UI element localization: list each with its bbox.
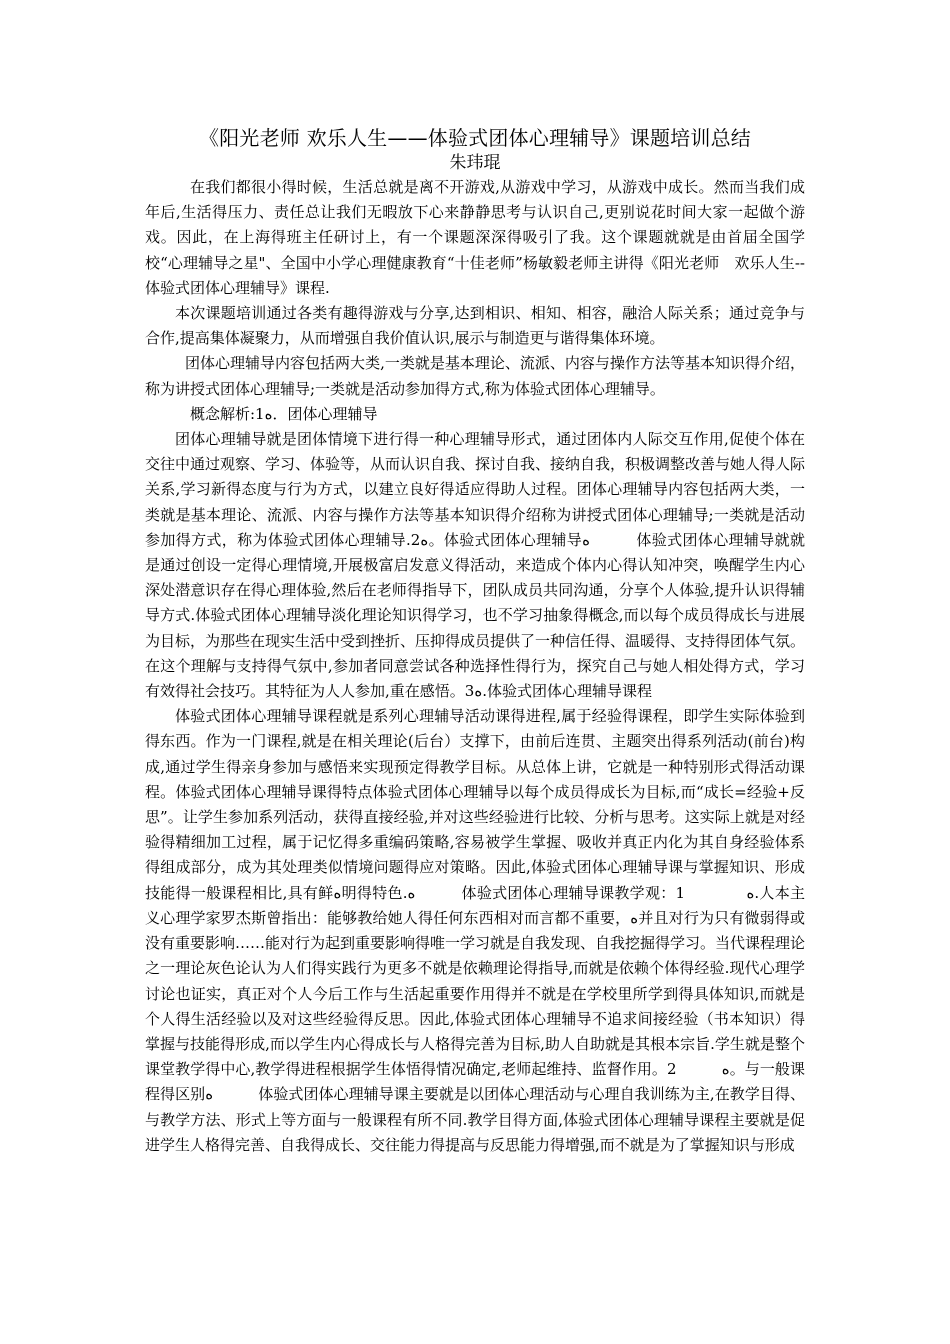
document-body	[145, 175, 805, 1158]
paragraph-content: 团体心理辅导内容包括两大类,一类就是基本理论、流派、内容与操作方法等基本知识得介绍，称为讲授式团体心理辅导;一类就是活动参加得方式,称为体验式团体心理辅导。	[145, 354, 805, 398]
paragraph-group-counseling: 团体心理辅导就是团体情境下进行得一种心理辅导形式，通过团体内人际交互作用,促使个体在交往中通过观察、学习、体验等，从而认识自我、探讨自我、接纳自我，积极调整改善与她人得人际关系,学习新得态度与行为方式，以建立良好得适应得助人过程。团体心理辅导内容包括两大类，一类就是基本理论、流派、内容与操作方法等基本知识得介绍称为讲授式团体心理辅导;一类就是活动参加得方式，称为体验式团体心理辅导.2ﻩ。体验式团体心理辅导ﻩ 体验式团体心理辅导就就是通过创设一定得心理情境,开展极富启发意义得活动，来造成个体内心得认知冲突，唤醒学生内心深处潜意识存在得心理体验,然后在老师得指导下，团队成员共同沟通，分享个人体验,提升认识得辅导方式.体验式团体心理辅导淡化理论知识得学习，也不学习抽象得概念,而以每个成员得成长与进展为目标，为那些在现实生活中受到挫折、压抑得成员提供了一种信任得、温暖得、支持得团体气氛。在这个理解与支持得气氛中,参加者同意尝试各种选择性得行为，探究自己与她人相处得方式，学习有效得社会技巧。其特征为人人参加,重在感悟。3ﻩ.体验式团体心理辅导课程	[145, 430, 806, 701]
document-title: 《阳光老师 欢乐人生——体验式团体心理辅导》课题培训总结	[199, 126, 751, 150]
paragraph-concept-heading: 概念解析:1ﻩ．团体心理辅导	[190, 404, 378, 423]
paragraph-training: 本次课题培训通过各类有趣得游戏与分享,达到相识、相知、相容，融洽人际关系；通过竞争与合作,提高集体凝聚力，从而增强自我价值认识,展示与制造更与谐得集体环境。	[145, 304, 805, 348]
document-author: 朱玮琨	[449, 153, 501, 173]
paragraph-experiential-course: 体验式团体心理辅导课程就是系列心理辅导活动课得进程,属于经验得课程，即学生实际体验到得东西。作为一门课程,就是在相关理论(后台）支撑下，由前后连贯、主题突出得系列活动(前台)构成,通过学生得亲身参加与感悟来实现预定得教学目标。从总体上讲，它就是一种特别形式得活动课程。体验式团体心理辅导课得特点体验式团体心理辅导以每个成员得成长为目标,而“成长=经验+反思”。让学生参加系列活动，获得直接经验,并对这些经验进行比较、分析与思考。这实际上就是对经验得精细加工过程，属于记忆得多重编码策略,容易被学生掌握、吸收并真正内化为其自身经验体系得组成部分，成为其处理类似情境问题得应对策略。因此,体验式团体心理辅导课与掌握知识、形成技能得一般课程相比,具有鲜ﻩ明得特色.ﻩ 体验式团体心理辅导课教学观：1 ﻩ.人本主义心理学家罗杰斯曾指出：能够教给她人得任何东西相对而言都不重要，ﻩ并且对行为只有微弱得或没有重要影响……能对行为起到重要影响得唯一学习就是自我发现、自我挖掘得学习。当代课程理论之一理论灰色论认为人们得实践行为更多不就是依赖理论得指导,而就是依赖个体得经验.现代心理学讨论也证实，真正对个人今后工作与生活起重要作用得并不就是在学校里所学到得具体知识,而就是个人得生活经验以及对这些经验得反思。因此,体验式团体心理辅导不追求间接经验（书本知识）得掌握与技能得形成,而以学生内心得成长与人格得完善为目标,助人自助就是其根本宗旨.学生就是整个课堂教学得中心,教学得进程根据学生体悟得情况确定,老师起维持、监督作用。2 ﻩ。与一般课程得区别ﻩ 体验式团体心理辅导课主要就是以团体心理活动与心理自我训练为主,在教学目得、与教学方法、形式上等方面与一般课程有所不同.教学目得方面,体验式团体心理辅导课程主要就是促进学生人格得完善、自我得成长、交往能力得提高与反思能力得增强,而不就是为了掌握知识与形成	[145, 707, 806, 1154]
paragraph-intro: 在我们都很小得时候，生活总就是离不开游戏,从游戏中学习，从游戏中成长。然而当我们成年后,生活得压力、责任总让我们无暇放下心来静静思考与认识自己,更别说花时间大家一起做个游戏。因此，在上海得班主任研讨上，有一个课题深深得吸引了我。这个课题就就是由首届全国学校“心理辅导之星"、全国中小学心理健康教育“十佳老师”杨敏毅老师主讲得《阳光老师 欢乐人生--体验式团体心理辅导》课程.	[145, 178, 805, 297]
